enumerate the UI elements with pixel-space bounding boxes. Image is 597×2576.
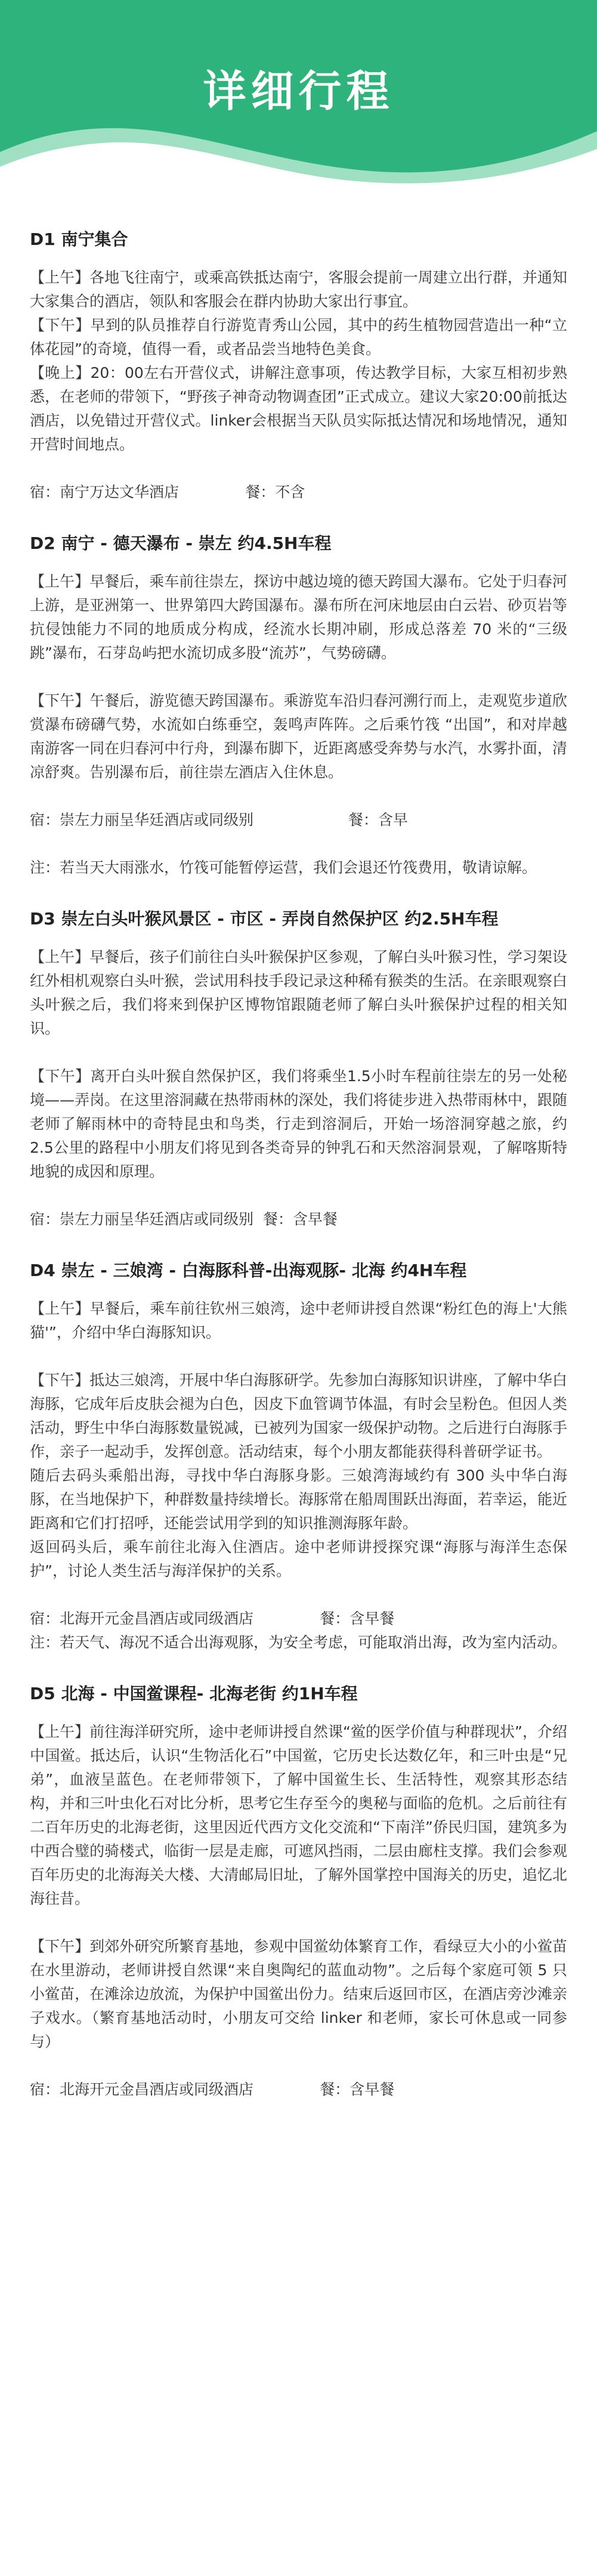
- schedule-paragraph: 【上午】前往海洋研究所，途中老师讲授自然课“鲎的医学价值与种群现状”，介绍中国鲎。抵达后，认识“生物活化石”中国鲎，它历史长达数亿年，和三叶虫是“兄弟”，血液呈蓝色。在老师带领下，了解中国鲎生长、生活特性，观察其形态结构，并和三叶虫化石对比分析，思考它生存至今的奥秘与面临的危机。之后前往有二百年历史的北海老街，这里因近代西方文化交流和“下南洋”侨民归国，建筑多为中西合璧的骑楼式，临街一层是走廊，可遮风挡雨，二层由廊柱支撑。我们会参观百年历史的北海海关大楼、大清邮局旧址，了解外国掌控中国海关的历史，追忆北海往昔。: [30, 1723, 567, 1907]
- day-title: D1 南宁集合: [30, 229, 128, 249]
- day-section: [30, 1258, 567, 1655]
- paragraph-spacer: [30, 1184, 567, 1208]
- schedule-paragraph: 随后去码头乘船出海，寻找中华白海豚身影。三娘湾海域约有 300 头中华白海豚，在当地保护下，种群数量持续增长。海豚常在船周围跃出海面，若幸运，能近距离和它们打招呼，还能尝试用学到的知识推测海豚年龄。: [30, 1467, 567, 1532]
- schedule-paragraph: 【下午】抵达三娘湾，开展中华白海豚研学。先参加白海豚知识讲座，了解中华白海豚，它成年后皮肤会褪为白色，因皮下血管调节体温，有时会呈粉色。但因人类活动，野生中华白海豚数量锐减，已被列为国家一级保护动物。之后进行白海豚手作，亲子一起动手，发挥创意。活动结束，每个小朋友都能获得科普研学证书。: [30, 1371, 567, 1460]
- paragraph-spacer: [30, 1345, 567, 1368]
- lodging-meal-info: 宿：崇左力丽呈华廷酒店或同级别 餐：含早: [30, 811, 408, 828]
- day-title: D5 北海 - 中国鲎课程- 北海老街 约1H车程: [30, 1684, 358, 1703]
- schedule-paragraph: 注：若当天大雨涨水，竹筏可能暂停运营，我们会退还竹筏费用，敬请谅解。: [30, 859, 537, 876]
- schedule-paragraph: 【上午】早餐后，乘车前往崇左，探访中越边境的德天跨国大瀑布。它处于归春河上游，是亚洲第一、世界第四大跨国瀑布。瀑布所在河床地层由白云岩、砂页岩等抗侵蚀能力不同的地质成分构成，经流水长期冲刷，形成总落差 70 米的“三级跳”瀑布，石芽岛屿把水流切成多股“流苏”，气势磅礴。: [30, 573, 567, 662]
- page-title: 详细行程: [203, 66, 394, 116]
- paragraph-spacer: [30, 832, 567, 856]
- lodging-meal-info: 宿：北海开元金昌酒店或同级酒店 餐：含早餐: [30, 2081, 395, 2098]
- paragraph-spacer: [30, 784, 567, 808]
- schedule-paragraph: 【下午】早到的队员推荐自行游览青秀山公园，其中的药生植物园营造出一种“立体花园”的奇境，值得一看，或者品尝当地特色美食。: [30, 316, 567, 358]
- paragraph-spacer: [30, 1583, 567, 1607]
- day-title: D3 崇左白头叶猴风景区 - 市区 - 弄岗自然保护区 约2.5H车程: [30, 909, 499, 929]
- schedule-paragraph: 【上午】各地飞往南宁，或乘高铁抵达南宁，客服会提前一周建立出行群，并通知大家集合的酒店，领队和客服会在群内协助大家出行事宜。: [30, 269, 567, 310]
- schedule-paragraph: 注：若天气、海况不适合出海观豚，为安全考虑，可能取消出海，改为室内活动。: [30, 1634, 567, 1651]
- schedule-paragraph: 【下午】离开白头叶猴自然保护区，我们将乘坐1.5小时车程前往崇左的另一处秘境——弄岗。在这里溶洞藏在热带雨林的深处，我们将徒步进入热带雨林中，跟随老师了解雨林中的奇特昆虫和鸟类，行走到溶洞后，开始一场溶洞穿越之旅，约2.5公里的路程中小朋友们将见到各类奇异的钟乳石和天然溶洞景观，了解喀斯特地貌的成因和原理。: [30, 1067, 567, 1180]
- paragraph-spacer: [30, 665, 567, 689]
- lodging-meal-info: 宿：北海开元金昌酒店或同级酒店 餐：含早餐: [30, 1610, 395, 1627]
- lodging-meal-info: 宿：崇左力丽呈华廷酒店或同级别 餐：含早餐: [30, 1211, 338, 1228]
- schedule-paragraph: 【上午】早餐后，乘车前往钦州三娘湾，途中老师讲授自然课“粉红色的海上'大熊猫'”，介绍中华白海豚知识。: [30, 1300, 567, 1341]
- schedule-paragraph: 返回码头后，乘车前往北海入住酒店。途中老师讲授探究课“海豚与海洋生态保护”，讨论人类生活与海洋保护的关系。: [30, 1538, 567, 1579]
- schedule-paragraph: 【晚上】20：00左右开营仪式，讲解注意事项，传达教学目标，大家互相初步熟悉，在老师的带领下，“野孩子神奇动物调查团”正式成立。建议大家20:00前抵达酒店，以免错过开营仪式。linker会根据当天队员实际抵达情况和场地情况，通知开营时间地点。: [30, 364, 567, 453]
- day-section: [30, 530, 567, 880]
- schedule-paragraph: 【下午】午餐后，游览德天跨国瀑布。乘游览车沿归春河溯行而上，走观览步道欣赏瀑布磅礴气势，水流如白练垂空，轰鸣声阵阵。之后乘竹筏 “出国”，和对岸越南游客一同在归春河中行舟，到瀑布脚下，近距离感受奔势与水汽，水雾扑面，清凉舒爽。告别瀑布后，前往崇左酒店入住休息。: [30, 692, 567, 781]
- day-title: D4 崇左 - 三娘湾 - 白海豚科普-出海观豚- 北海 约4H车程: [30, 1261, 467, 1280]
- paragraph-spacer: [30, 2054, 567, 2078]
- day-section: [30, 226, 567, 504]
- paragraph-spacer: [30, 1041, 567, 1064]
- paragraph-spacer: [30, 1911, 567, 1935]
- day-section: [30, 1681, 567, 2102]
- paragraph-spacer: [30, 457, 567, 480]
- day-title: D2 南宁 - 德天瀑布 - 崇左 约4.5H车程: [30, 533, 332, 553]
- itinerary-content: [30, 226, 567, 2128]
- lodging-meal-info: 宿：南宁万达文华酒店 餐：不含: [30, 483, 305, 501]
- page-header: [0, 0, 597, 191]
- schedule-paragraph: 【下午】到郊外研究所繁育基地，参观中国鲎幼体繁育工作，看绿豆大小的小鲎苗在水里游动，老师讲授自然课“来自奥陶纪的蓝血动物”。之后每个家庭可领 5 只小鲎苗，在滩涂边放流，为保护中国鲎出份力。结束后返回市区，在酒店旁沙滩亲子戏水。（繁育基地活动时，小朋友可交给 linker 和老师，家长可休息或一同参与）: [30, 1938, 567, 2050]
- schedule-paragraph: 【上午】早餐后，孩子们前往白头叶猴保护区参观，了解白头叶猴习性，学习架设红外相机观察白头叶猴，尝试用科技手段记录这种稀有猴类的生活。在亲眼观察白头叶猴之后，我们将来到保护区博物馆跟随老师了解白头叶猴保护过程的相关知识。: [30, 948, 567, 1037]
- day-section: [30, 906, 567, 1231]
